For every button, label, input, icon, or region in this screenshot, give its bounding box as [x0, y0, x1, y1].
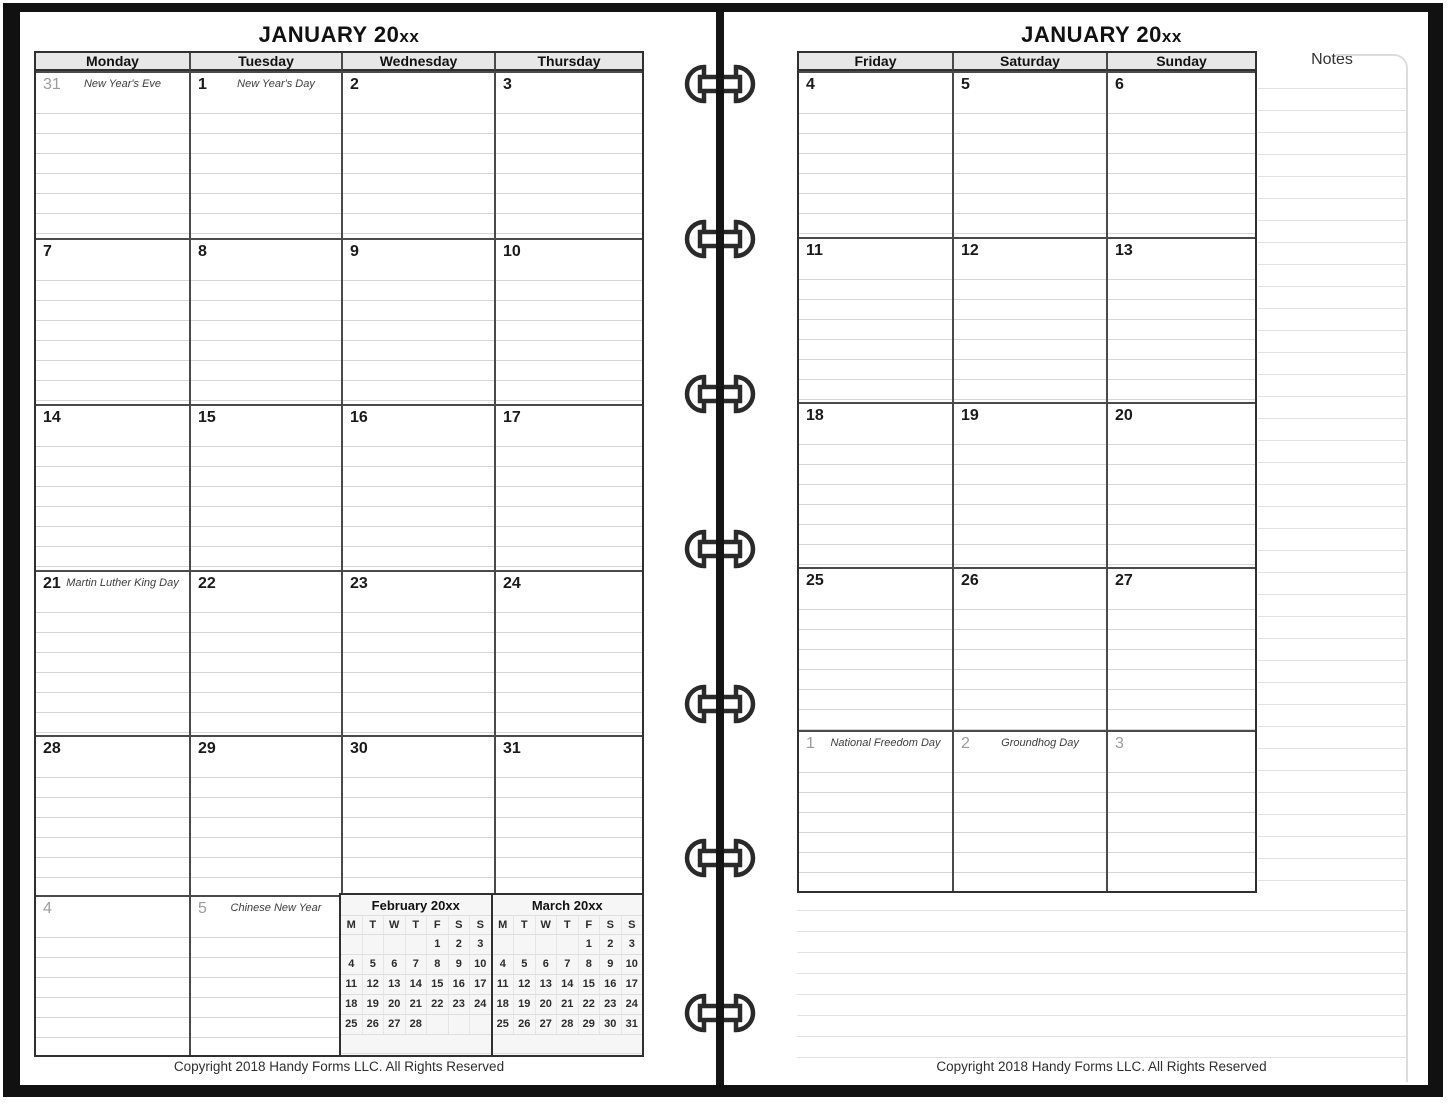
date-number: 9: [350, 243, 359, 260]
weekday-header: Saturday: [952, 53, 1106, 71]
mini-week-row: [341, 974, 491, 994]
date-number: 14: [43, 409, 61, 426]
cell-rule-lines: [191, 446, 341, 570]
mini-date: 10: [469, 955, 491, 974]
cell-rule-lines: [954, 444, 1106, 567]
date-number: 23: [350, 575, 368, 592]
day-cell: [36, 895, 189, 1055]
mini-date: 14: [405, 975, 427, 994]
mini-date: [362, 935, 384, 954]
mini-date: 7: [556, 955, 578, 974]
mini-week-row: [493, 934, 643, 954]
cell-rule-lines: [36, 777, 189, 895]
mini-date: 17: [621, 975, 643, 994]
page-edge: [1336, 54, 1408, 1082]
mini-date: 2: [448, 935, 470, 954]
day-cell: [36, 404, 189, 570]
mini-date: 31: [621, 1015, 643, 1034]
mini-date: 4: [348, 958, 355, 970]
mini-date: 25: [496, 1018, 509, 1030]
cell-rule-lines: [799, 444, 952, 567]
day-cell: [799, 71, 952, 237]
date-number: 18: [806, 407, 824, 424]
mini-date: 14: [556, 975, 578, 994]
day-cell: [952, 402, 1106, 567]
cell-rule-lines: [954, 113, 1106, 237]
cell-rule-lines: [496, 446, 642, 570]
day-cell: [494, 570, 642, 735]
mini-date: 8: [578, 955, 600, 974]
mini-date: 27: [383, 1015, 405, 1034]
mini-weekday: T: [513, 916, 535, 934]
cell-rule-lines: [799, 609, 952, 730]
cell-rule-lines: [36, 280, 189, 404]
day-cell: [189, 71, 341, 238]
cell-rule-lines: [36, 612, 189, 735]
photo-frame-top: [3, 3, 1443, 12]
mini-date: 12: [362, 975, 384, 994]
cell-rule-lines: [1108, 279, 1255, 402]
right-copyright: Copyright 2018 Handy Forms LLC. All Rights Reserved: [936, 1059, 1267, 1074]
mini-week-row: [341, 934, 491, 954]
mini-date: 5: [362, 955, 384, 974]
day-cell: [189, 238, 341, 404]
mini-date: 3: [469, 935, 491, 954]
mini-date: 24: [621, 995, 643, 1014]
left-title-main: JANUARY 20: [258, 22, 400, 47]
mini-weekday: M: [498, 919, 508, 931]
day-cell: [189, 404, 341, 570]
day-cell: [799, 730, 952, 891]
mini-date: 17: [469, 975, 491, 994]
day-cell: [494, 71, 642, 238]
mini-date: 23: [448, 995, 470, 1014]
cell-rule-lines: [191, 113, 341, 238]
cell-rule-lines: [343, 612, 494, 735]
day-cell: [1106, 730, 1255, 891]
date-number: 10: [503, 243, 521, 260]
date-number: 15: [198, 409, 216, 426]
notes-label: Notes: [1311, 51, 1353, 68]
mini-date: 15: [426, 975, 448, 994]
mini-date: [448, 1015, 470, 1034]
date-number: 26: [961, 572, 979, 589]
date-number: 17: [503, 409, 521, 426]
binder-spine: [716, 12, 724, 1085]
date-number: 30: [350, 740, 368, 757]
mini-date: 18: [496, 998, 509, 1010]
mini-date: 8: [426, 955, 448, 974]
cell-rule-lines: [1108, 609, 1255, 730]
notes-full-width-rules: [797, 910, 1406, 1058]
mini-date: 19: [513, 995, 535, 1014]
day-cell: [36, 570, 189, 735]
day-cell: [36, 238, 189, 404]
mini-date: 4: [499, 958, 506, 970]
date-number: 20: [1115, 407, 1133, 424]
mini-date: 22: [426, 995, 448, 1014]
cell-rule-lines: [954, 609, 1106, 730]
cell-rule-lines: [799, 113, 952, 237]
day-cell: [1106, 237, 1255, 402]
date-number: 4: [806, 76, 815, 93]
day-cell: [36, 71, 189, 238]
mini-date: 12: [513, 975, 535, 994]
date-number: 5: [198, 900, 207, 917]
day-cell: [341, 735, 494, 895]
mini-date: 1: [426, 935, 448, 954]
mini-date: 22: [578, 995, 600, 1014]
date-number: 19: [961, 407, 979, 424]
mini-weekday: S: [469, 916, 491, 934]
date-number: 27: [1115, 572, 1133, 589]
mini-date: 2: [599, 935, 621, 954]
mini-date: 21: [556, 995, 578, 1014]
mini-calendar-title: March 20xx: [531, 898, 603, 913]
cell-rule-lines: [36, 446, 189, 570]
day-cell: [341, 404, 494, 570]
date-number: 13: [1115, 242, 1133, 259]
weekday-header: Thursday: [494, 53, 642, 71]
cell-rule-lines: [954, 279, 1106, 402]
photo-frame-right: [1428, 3, 1443, 1097]
mini-date: 30: [599, 1015, 621, 1034]
date-number: 5: [961, 76, 970, 93]
date-number: 4: [43, 900, 52, 917]
day-cell: [341, 71, 494, 238]
photo-frame-bottom: [3, 1085, 1443, 1097]
mini-date: 27: [535, 1015, 557, 1034]
holiday-label: New Year's Eve: [83, 78, 162, 90]
photo-frame-left: [3, 3, 20, 1097]
mini-weekday: T: [405, 916, 427, 934]
cell-rule-lines: [191, 777, 341, 895]
mini-week-row: [341, 954, 491, 974]
mini-calendars: [339, 893, 644, 1057]
date-number: 2: [350, 76, 359, 93]
day-cell: [189, 895, 341, 1055]
cell-rule-lines: [954, 772, 1106, 891]
mini-weekday-header: [493, 915, 643, 934]
mini-date: [556, 935, 578, 954]
date-number: 2: [961, 735, 970, 752]
mini-week-row: [493, 954, 643, 974]
cell-rule-lines: [496, 777, 642, 895]
cell-rule-lines: [799, 279, 952, 402]
mini-week-row: [493, 994, 643, 1014]
cell-rule-lines: [191, 280, 341, 404]
mini-weekday: M: [346, 919, 356, 931]
day-cell: [952, 71, 1106, 237]
right-title-main: JANUARY 20: [1021, 22, 1162, 47]
date-number: 3: [503, 76, 512, 93]
right-title-suffix: xx: [1161, 27, 1182, 46]
weekday-header: Wednesday: [341, 53, 494, 71]
day-cell: [494, 735, 642, 895]
right-calendar-grid: [797, 51, 1257, 893]
mini-week-row: [493, 1014, 643, 1034]
mini-weekday: T: [556, 916, 578, 934]
mini-weekday: T: [362, 916, 384, 934]
mini-date: 23: [599, 995, 621, 1014]
date-number: 16: [350, 409, 368, 426]
mini-date: 24: [469, 995, 491, 1014]
day-cell: [189, 570, 341, 735]
mini-date: 6: [535, 955, 557, 974]
mini-weekday: W: [383, 916, 405, 934]
mini-week-row: [493, 974, 643, 994]
day-cell: [1106, 71, 1255, 237]
cell-rule-lines: [1108, 444, 1255, 567]
mini-weekday: W: [535, 916, 557, 934]
day-cell: [799, 237, 952, 402]
date-number: 1: [806, 735, 815, 752]
right-page-title: [797, 22, 1406, 48]
date-number: 31: [503, 740, 521, 757]
mini-calendar: [491, 895, 643, 1055]
mini-date: 19: [362, 995, 384, 1014]
mini-weekday: F: [578, 916, 600, 934]
mini-date: [426, 1015, 448, 1034]
cell-rule-lines: [496, 280, 642, 404]
day-cell: [189, 735, 341, 895]
mini-calendar-title: February 20xx: [371, 898, 460, 913]
date-number: 6: [1115, 76, 1124, 93]
weekday-header: Friday: [799, 53, 952, 71]
mini-date: [493, 935, 514, 954]
day-cell: [952, 237, 1106, 402]
day-cell: [494, 238, 642, 404]
mini-date: [535, 935, 557, 954]
mini-date: 15: [578, 975, 600, 994]
mini-date: 11: [496, 978, 509, 990]
mini-date: 28: [405, 1015, 427, 1034]
mini-date: [383, 935, 405, 954]
mini-date: 13: [535, 975, 557, 994]
date-number: 3: [1115, 735, 1124, 752]
date-number: 28: [43, 740, 61, 757]
left-page-title: [34, 22, 644, 48]
day-cell: [799, 402, 952, 567]
mini-date: 7: [405, 955, 427, 974]
mini-date: 21: [405, 995, 427, 1014]
date-number: 21: [43, 575, 61, 592]
mini-date: 26: [513, 1015, 535, 1034]
mini-date: [341, 935, 362, 954]
weekday-header: Sunday: [1106, 53, 1255, 71]
day-cell: [799, 567, 952, 730]
cell-rule-lines: [1108, 113, 1255, 237]
mini-date: 20: [383, 995, 405, 1014]
left-copyright: Copyright 2018 Handy Forms LLC. All Rights Reserved: [173, 1059, 505, 1074]
cell-rule-lines: [496, 612, 642, 735]
date-number: 8: [198, 243, 207, 260]
mini-date: [513, 935, 535, 954]
mini-week-row: [341, 994, 491, 1014]
cell-rule-lines: [343, 280, 494, 404]
weekday-header: Monday: [36, 53, 189, 71]
mini-weekday: S: [599, 916, 621, 934]
mini-weekday: S: [621, 916, 643, 934]
date-number: 22: [198, 575, 216, 592]
day-cell: [1106, 567, 1255, 730]
mini-date: 25: [345, 1018, 358, 1030]
holiday-label: New Year's Day: [237, 78, 315, 90]
date-number: 12: [961, 242, 979, 259]
day-cell: [952, 567, 1106, 730]
mini-date: 18: [345, 998, 358, 1010]
mini-date: [405, 935, 427, 954]
date-number: 24: [503, 575, 521, 592]
cell-rule-lines: [343, 113, 494, 238]
mini-date: 16: [448, 975, 470, 994]
weekday-header: Tuesday: [189, 53, 341, 71]
cell-rule-lines: [343, 777, 494, 895]
mini-date: 11: [345, 978, 358, 990]
date-number: 1: [198, 76, 207, 93]
mini-date: 29: [578, 1015, 600, 1034]
cell-rule-lines: [1108, 772, 1255, 891]
mini-date: 6: [383, 955, 405, 974]
date-number: 31: [43, 76, 61, 93]
cell-rule-lines: [36, 113, 189, 238]
day-cell: [952, 730, 1106, 891]
mini-date: 20: [535, 995, 557, 1014]
day-cell: [341, 238, 494, 404]
holiday-label: National Freedom Day: [830, 737, 941, 749]
mini-date: 16: [599, 975, 621, 994]
day-cell: [1106, 402, 1255, 567]
cell-rule-lines: [799, 772, 952, 891]
cell-rule-lines: [191, 937, 341, 1055]
mini-date: 5: [513, 955, 535, 974]
mini-calendar: [341, 895, 491, 1055]
mini-week-row: [341, 1014, 491, 1034]
mini-date: 26: [362, 1015, 384, 1034]
day-cell: [494, 404, 642, 570]
date-number: 7: [43, 243, 52, 260]
mini-weekday: F: [426, 916, 448, 934]
mini-date: 9: [599, 955, 621, 974]
mini-date: 13: [383, 975, 405, 994]
mini-date: 1: [578, 935, 600, 954]
mini-calendar-blank-rules: [493, 1034, 643, 1055]
mini-date: [469, 1015, 491, 1034]
holiday-label: Chinese New Year: [230, 902, 322, 914]
day-cell: [36, 735, 189, 895]
mini-date: 10: [621, 955, 643, 974]
mini-weekday-header: [341, 915, 491, 934]
cell-rule-lines: [36, 937, 189, 1055]
cell-rule-lines: [343, 446, 494, 570]
mini-weekday: S: [448, 916, 470, 934]
cell-rule-lines: [496, 113, 642, 238]
mini-date: 28: [556, 1015, 578, 1034]
date-number: 25: [806, 572, 824, 589]
date-number: 29: [198, 740, 216, 757]
date-number: 11: [806, 242, 823, 259]
mini-date: 9: [448, 955, 470, 974]
holiday-label: Martin Luther King Day: [66, 577, 179, 589]
left-title-suffix: xx: [399, 27, 420, 46]
holiday-label: Groundhog Day: [1001, 737, 1079, 749]
cell-rule-lines: [191, 612, 341, 735]
day-cell: [341, 570, 494, 735]
mini-calendar-blank-rules: [341, 1034, 491, 1055]
mini-date: 3: [621, 935, 643, 954]
